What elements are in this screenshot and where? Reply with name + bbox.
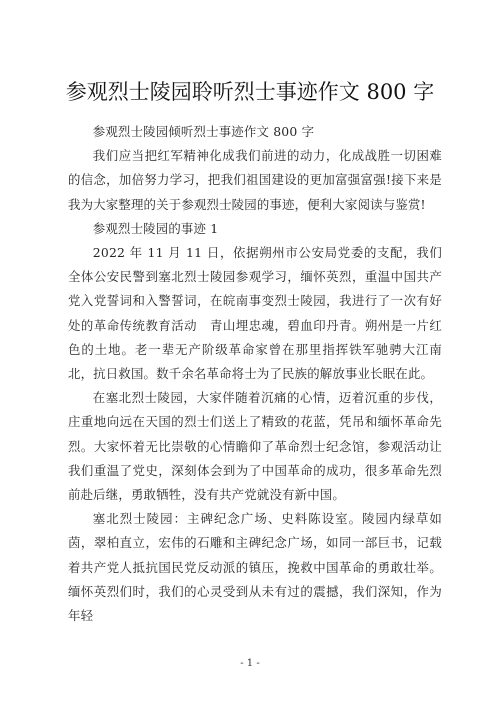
paragraph-cemetery-description: 塞北烈士陵园：主碑纪念广场、史料陈设室。陵园内绿草如茵，翠柏直立，宏伟的石雕和主碑纪念广场，如同一部巨书，记载着共产党人抵抗国民党反动派的镇压，挽救中国革命的勇敢壮举。缅怀英烈们时，我们的心灵受到从未有过的震撼，我们深知，作为年轻: [68, 511, 442, 624]
paragraph-intro: 我们应当把红军精神化成我们前进的动力，化成战胜一切困难的信念，加倍努力学习，把我们祖国建设的更加富强富强!接下来是我为大家整理的关于参观烈士陵园的事迹，便利大家阅读与鉴赏!: [68, 148, 442, 212]
paragraph-tribute: 在塞北烈士陵园，大家伴随着沉痛的心情，迈着沉重的步伐，庄重地向远在天国的烈士们送上了精致的花蓝，凭吊和缅怀革命先烈。大家怀着无比崇敬的心情瞻仰了革命烈士纪念馆，参观活动让我们重温了党史，深刻体会到为了中国革命的成功，很多革命先烈前赴后继，勇敢牺牲，没有共产党就没有新中国。: [68, 390, 442, 503]
document-body: [68, 120, 442, 628]
page-number: - 1 -: [240, 658, 260, 669]
document-title: 参观烈士陵园聆听烈士事迹作文 800 字: [65, 80, 435, 104]
paragraph-visit-date: 2022 年 11 月 11 日，依据朔州市公安局党委的支配，我们全体公安民警到塞北烈士陵园参观学习，缅怀英烈，重温中国共产党入党誓词和入警誓词，在皖南事变烈士陵园，我进行了一次有好处的革命传统教育活动 青山埋忠魂，碧血印丹青。朔州是一片红色的土地。老一辈无产阶级革命家曾在那里指挥铁军驰骋大江南北，抗日救国。数千余名革命将士为了民族的解放事业长眠在此。: [68, 245, 442, 382]
paragraph-section-heading: 参观烈士陵园的事迹 1: [92, 220, 219, 236]
paragraph-subtitle: 参观烈士陵园倾听烈士事迹作文 800 字: [92, 124, 315, 139]
